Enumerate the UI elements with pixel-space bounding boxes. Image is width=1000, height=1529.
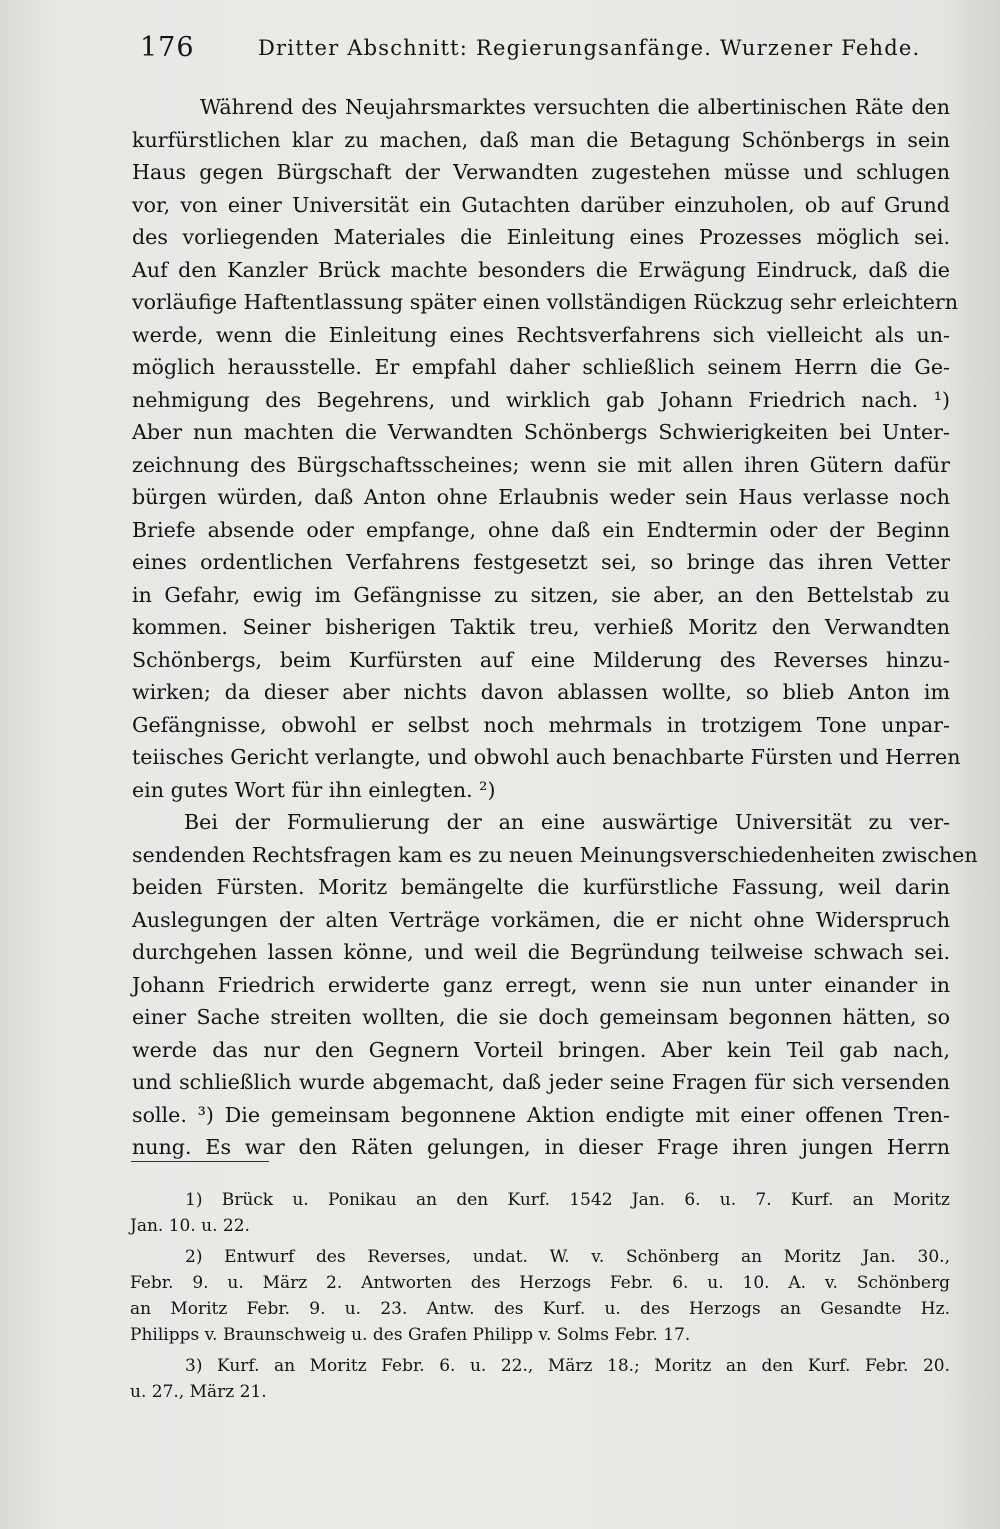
footnote-line: Febr. 9. u. März 2. Antworten des Herzogs Febr. 6. u. 10. A. v. Schönberg <box>130 1273 950 1293</box>
text-line: kommen. Seiner bisherigen Taktik treu, verhieß Moritz den Verwandten <box>132 615 950 639</box>
text-line: bürgen würden, daß Anton ohne Erlaubnis weder sein Haus verlasse noch <box>132 485 950 509</box>
text-line: Aber nun machten die Verwandten Schönbergs Schwierigkeiten bei Unter- <box>132 420 950 444</box>
text-line: Auf den Kanzler Brück machte besonders die Erwägung Eindruck, daß die <box>132 257 950 282</box>
text-line: Während des Neujahrsmarktes versuchten die albertinischen Räte den <box>200 95 950 119</box>
text-line: Haus gegen Bürgschaft der Verwandten zugestehen müsse und schlugen <box>132 160 950 184</box>
running-head: Dritter Abschnitt: Regierungsanfänge. Wurzener Fehde. <box>258 36 921 60</box>
text-line: vorläufige Haftentlassung später einen vollständigen Rückzug sehr erleichtern <box>132 290 959 314</box>
text-line: nung. Es war den Räten gelungen, in dieser Frage ihren jungen Herrn <box>132 1135 950 1159</box>
text-line: nehmigung des Begehrens, und wirklich gab Johann Friedrich nach. ¹) <box>132 387 950 412</box>
text-line: solle. ³) Die gemeinsam begonnene Aktion endigte mit einer offenen Tren- <box>132 1102 950 1127</box>
text-line: beiden Fürsten. Moritz bemängelte die kurfürstliche Fassung, weil darin <box>132 875 950 899</box>
text-line: Schönbergs, beim Kurfürsten auf eine Milderung des Reverses hinzu- <box>132 647 950 672</box>
footnote-line: Philipps v. Braunschweig u. des Grafen Philipp v. Solms Febr. 17. <box>130 1325 691 1345</box>
footnote-line: 1) Brück u. Ponikau an den Kurf. 1542 Jan. 6. u. 7. Kurf. an Moritz <box>185 1190 950 1210</box>
footnote-line: 3) Kurf. an Moritz Febr. 6. u. 22., März 18.; Moritz an den Kurf. Febr. 20. <box>185 1356 950 1376</box>
text-line: und schließlich wurde abgemacht, daß jeder seine Fragen für sich versenden <box>132 1070 950 1094</box>
text-line: möglich herausstelle. Er empfahl daher schließlich seinem Herrn die Ge- <box>132 355 950 379</box>
footnote-line: u. 27., März 21. <box>130 1382 267 1402</box>
text-line: sendenden Rechtsfragen kam es zu neuen Meinungsverschiedenheiten zwischen <box>132 842 978 867</box>
text-line: teiisches Gericht verlangte, und obwohl auch benachbarte Fürsten und Herren <box>132 745 961 769</box>
text-line: Bei der Formulierung der an eine auswärtige Universität zu ver- <box>184 810 950 834</box>
page-header <box>140 32 940 72</box>
text-line: vor, von einer Universität ein Gutachten darüber einzuholen, ob auf Grund <box>132 192 950 217</box>
text-line: Auslegungen der alten Verträge vorkämen, die er nicht ohne Widerspruch <box>132 907 950 932</box>
footnote-line: an Moritz Febr. 9. u. 23. Antw. des Kurf. u. des Herzogs an Gesandte Hz. <box>130 1299 950 1319</box>
text-line: Johann Friedrich erwiderte ganz erregt, wenn sie nun unter einander in <box>132 972 950 997</box>
text-line: kurfürstlichen klar zu machen, daß man die Betagung Schönbergs in sein <box>132 127 950 152</box>
text-line: einer Sache streiten wollten, die sie doch gemeinsam begonnen hätten, so <box>132 1005 950 1029</box>
text-line: eines ordentlichen Verfahrens festgesetzt sei, so bringe das ihren Vetter <box>132 550 950 574</box>
text-line: durchgehen lassen könne, und weil die Begründung teilweise schwach sei. <box>132 940 950 964</box>
footnote-divider <box>131 1161 269 1162</box>
footnote-line: 2) Entwurf des Reverses, undat. W. v. Schönberg an Moritz Jan. 30., <box>185 1247 950 1267</box>
page-number: 176 <box>140 32 195 63</box>
text-line: zeichnung des Bürgschaftsscheines; wenn sie mit allen ihren Gütern dafür <box>132 452 950 477</box>
text-line: des vorliegenden Materiales die Einleitung eines Prozesses möglich sei. <box>132 225 950 249</box>
text-line: werde, wenn die Einleitung eines Rechtsverfahrens sich vielleicht als un- <box>132 322 950 347</box>
text-line: in Gefahr, ewig im Gefängnisse zu sitzen, sie aber, an den Bettelstab zu <box>132 582 950 607</box>
text-line: Gefängnisse, obwohl er selbst noch mehrmals in trotzigem Tone unpar- <box>132 712 950 737</box>
text-line: ein gutes Wort für ihn einlegten. ²) <box>132 777 496 802</box>
main-text <box>132 91 978 1164</box>
text-line: wirken; da dieser aber nichts davon ablassen wollte, so blieb Anton im <box>132 680 950 704</box>
footnotes <box>130 1187 950 1405</box>
footnote-line: Jan. 10. u. 22. <box>130 1216 250 1236</box>
text-line: Briefe absende oder empfange, ohne daß ein Endtermin oder der Beginn <box>132 517 950 542</box>
text-line: werde das nur den Gegnern Vorteil bringen. Aber kein Teil gab nach, <box>132 1037 950 1062</box>
